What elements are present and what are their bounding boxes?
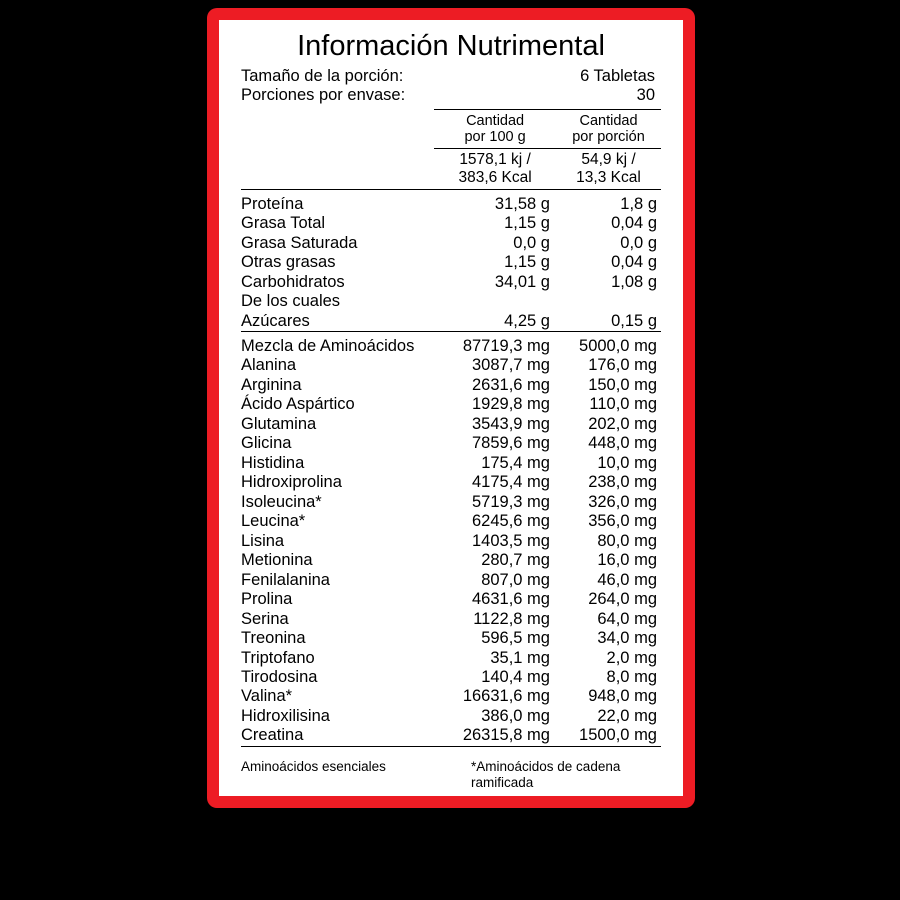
nutrient-name: Alanina <box>241 356 297 375</box>
table-row <box>241 687 661 706</box>
footnote-bcaa <box>471 759 661 790</box>
serving-size-value: 6 Tabletas <box>580 67 655 85</box>
nutrient-per-100g: 2631,6 mg <box>472 375 550 394</box>
table-row <box>241 434 661 453</box>
nutrient-per-serving: 1,8 g <box>620 194 657 213</box>
nutrient-per-100g: 4,25 g <box>504 311 550 330</box>
nutrient-per-100g: 175,4 mg <box>481 453 550 472</box>
nutrient-per-100g: 386,0 mg <box>481 706 550 725</box>
nutrient-per-serving: 8,0 mg <box>606 667 657 686</box>
header-per-100g-line2: por 100 g <box>464 129 526 146</box>
nutrient-name: Valina* <box>241 687 293 706</box>
nutrient-per-serving: 46,0 mg <box>597 570 657 589</box>
nutrient-per-serving: 16,0 mg <box>597 551 657 570</box>
footnote-bcaa-line2: ramificada <box>471 774 534 790</box>
nutrient-name: De los cuales <box>241 292 341 311</box>
table-row <box>241 312 661 332</box>
nutrient-per-100g: 87719,3 mg <box>462 337 550 355</box>
nutrient-per-serving: 0,04 g <box>611 214 657 233</box>
table-row <box>241 668 661 687</box>
nutrient-name: Azúcares <box>241 311 310 330</box>
servings-per-container-row <box>241 86 661 105</box>
table-row <box>241 707 661 726</box>
energy-per-100g <box>434 149 556 189</box>
table-row <box>241 234 661 253</box>
nutrient-name: Carbohidratos <box>241 272 345 291</box>
nutrient-per-serving: 0,15 g <box>611 311 657 330</box>
nutrient-name: Leucina* <box>241 512 306 531</box>
nutrient-name: Metionina <box>241 551 313 570</box>
serving-table <box>241 67 661 106</box>
nutrient-per-serving: 176,0 mg <box>588 356 657 375</box>
table-row <box>241 214 661 233</box>
table-row <box>241 376 661 395</box>
nutrient-per-serving: 948,0 mg <box>588 687 657 706</box>
servings-per-container-value: 30 <box>636 86 655 105</box>
energy-per-100g-line2: 383,6 Kcal <box>458 169 532 187</box>
table-row <box>241 454 661 473</box>
nutrient-per-100g: 0,0 g <box>513 233 550 252</box>
table-row <box>241 195 661 214</box>
nutrient-name: Triptofano <box>241 648 315 667</box>
energy-blank-cell <box>241 149 434 189</box>
energy-per-100g-line1: 1578,1 kj / <box>459 151 531 169</box>
nutrient-name: Otras grasas <box>241 253 336 272</box>
nutrient-name: Mezcla de Aminoácidos <box>241 337 415 355</box>
table-row <box>241 273 661 292</box>
serving-size-label: Tamaño de la porción: <box>241 67 404 85</box>
nutrient-name: Grasa Total <box>241 214 326 233</box>
table-row <box>241 726 661 746</box>
energy-per-serving-line2: 13,3 Kcal <box>576 169 641 187</box>
nutrient-name: Tirodosina <box>241 667 318 686</box>
table-row <box>241 571 661 590</box>
nutrient-per-100g: 1929,8 mg <box>472 395 550 414</box>
nutrient-per-100g: 35,1 mg <box>490 648 550 667</box>
nutrition-label-content <box>219 20 683 796</box>
page-title: Información Nutrimental <box>297 30 605 62</box>
nutrient-per-100g: 6245,6 mg <box>472 512 550 531</box>
column-headers-row <box>241 109 661 148</box>
header-per-serving-line1: Cantidad <box>579 112 638 129</box>
nutrient-name: Grasa Saturada <box>241 233 358 252</box>
nutrient-per-serving: 1,08 g <box>611 272 657 291</box>
header-blank-cell <box>241 109 434 148</box>
nutrient-per-serving: 150,0 mg <box>588 375 657 394</box>
header-per-serving <box>556 109 661 148</box>
nutrient-per-100g: 1122,8 mg <box>473 609 550 628</box>
table-row <box>241 610 661 629</box>
table-row <box>241 649 661 668</box>
footnotes <box>241 752 661 790</box>
table-row <box>241 473 661 492</box>
table-row <box>241 590 661 609</box>
table-row <box>241 532 661 551</box>
nutrition-label-panel <box>207 8 695 808</box>
nutrition-table <box>241 106 661 752</box>
nutrient-per-serving: 64,0 mg <box>597 609 657 628</box>
header-per-100g-line1: Cantidad <box>466 112 525 129</box>
nutrient-per-100g: 31,58 g <box>494 194 550 213</box>
footnote-essential-aminoacids: Aminoácidos esenciales <box>241 758 386 774</box>
table-row <box>241 493 661 512</box>
table-row <box>241 629 661 648</box>
nutrient-name: Glicina <box>241 434 292 453</box>
nutrient-name: Glutamina <box>241 414 317 433</box>
table-row <box>241 356 661 375</box>
nutrient-per-serving: 22,0 mg <box>597 706 657 725</box>
nutrient-per-100g: 4175,4 mg <box>472 473 550 492</box>
nutrient-per-100g: 1,15 g <box>504 253 550 272</box>
nutrient-name: Fenilalanina <box>241 570 330 589</box>
nutrient-per-100g: 26315,8 mg <box>462 726 550 745</box>
header-per-serving-line2: por porción <box>572 129 645 146</box>
table-row <box>241 292 661 311</box>
table-row <box>241 253 661 272</box>
nutrient-name: Treonina <box>241 629 306 648</box>
table-row <box>241 337 661 356</box>
nutrient-name: Proteína <box>241 194 304 213</box>
nutrient-per-serving: 10,0 mg <box>597 453 657 472</box>
nutrient-per-100g: 4631,6 mg <box>472 590 550 609</box>
nutrient-per-100g: 16631,6 mg <box>462 687 550 706</box>
energy-per-serving <box>556 149 661 189</box>
nutrient-per-100g: 596,5 mg <box>481 629 550 648</box>
serving-size-row <box>241 67 661 86</box>
serving-table-wrap <box>241 67 661 106</box>
nutrient-per-100g: 34,01 g <box>494 272 550 291</box>
nutrient-per-serving <box>556 292 661 311</box>
nutrient-name: Hidroxiprolina <box>241 473 342 492</box>
nutrient-name: Arginina <box>241 375 302 394</box>
nutrient-per-100g: 3087,7 mg <box>472 356 550 375</box>
nutrient-name: Histidina <box>241 453 305 472</box>
nutrient-name: Ácido Aspártico <box>241 395 355 414</box>
nutrient-per-100g: 3543,9 mg <box>472 414 550 433</box>
nutrient-per-serving: 264,0 mg <box>588 590 657 609</box>
table-row <box>241 512 661 531</box>
servings-per-container-label: Porciones por envase: <box>241 86 406 105</box>
nutrient-per-serving: 1500,0 mg <box>579 726 657 745</box>
nutrient-per-serving: 34,0 mg <box>597 629 657 648</box>
nutrient-per-100g: 7859,6 mg <box>472 434 550 453</box>
energy-row <box>241 149 661 189</box>
nutrient-per-serving: 2,0 mg <box>606 648 657 667</box>
nutrient-name: Serina <box>241 609 289 628</box>
table-row <box>241 415 661 434</box>
nutrient-per-100g <box>434 292 556 311</box>
nutrient-per-serving: 110,0 mg <box>589 395 657 414</box>
nutrient-per-serving: 356,0 mg <box>588 512 657 531</box>
nutrient-per-100g: 807,0 mg <box>481 570 550 589</box>
nutrient-per-serving: 0,04 g <box>611 253 657 272</box>
nutrient-per-serving: 5000,0 mg <box>579 337 657 355</box>
nutrient-per-serving: 238,0 mg <box>588 473 657 492</box>
nutrient-per-serving: 326,0 mg <box>588 492 657 511</box>
energy-per-serving-line1: 54,9 kj / <box>581 151 636 169</box>
nutrient-per-100g: 5719,3 mg <box>472 492 550 511</box>
table-row <box>241 551 661 570</box>
nutrient-per-serving: 80,0 mg <box>597 531 657 550</box>
nutrient-per-100g: 140,4 mg <box>481 667 550 686</box>
nutrient-per-serving: 0,0 g <box>620 233 657 252</box>
nutrient-per-100g: 280,7 mg <box>481 551 550 570</box>
nutrient-name: Isoleucina* <box>241 492 322 511</box>
header-per-100g <box>434 109 556 148</box>
nutrient-name: Lisina <box>241 531 285 550</box>
nutrient-name: Hidroxilisina <box>241 706 330 725</box>
nutrient-per-100g: 1,15 g <box>504 214 550 233</box>
nutrient-per-serving: 202,0 mg <box>588 414 657 433</box>
footnote-bcaa-line1: *Aminoácidos de cadena <box>471 758 621 774</box>
nutrient-name: Creatina <box>241 726 304 745</box>
nutrient-per-serving: 448,0 mg <box>588 434 657 453</box>
nutrient-per-100g: 1403,5 mg <box>472 531 550 550</box>
table-row <box>241 395 661 414</box>
nutrient-name: Prolina <box>241 590 293 609</box>
